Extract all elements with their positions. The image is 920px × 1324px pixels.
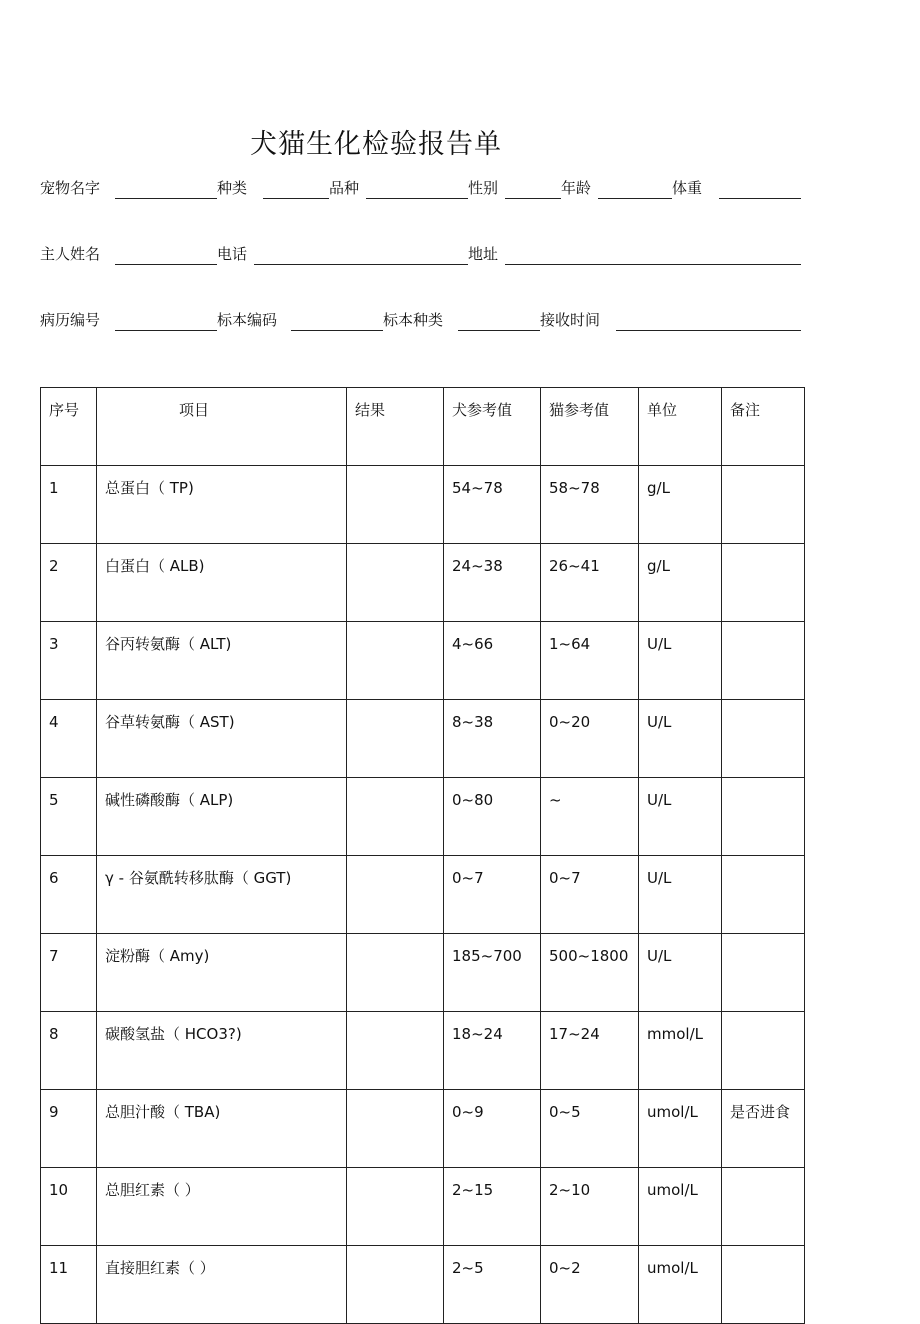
weight-field[interactable] — [719, 198, 801, 199]
row-result[interactable] — [347, 1246, 444, 1324]
species-field[interactable] — [263, 198, 329, 199]
row-cat-reference: ~ — [541, 778, 639, 856]
species-label: 种类 — [217, 179, 248, 197]
header-remark: 备注 — [722, 388, 805, 466]
row-item: 谷丙转氨酶（ ALT) — [97, 622, 347, 700]
row-remark[interactable] — [722, 1168, 805, 1246]
row-unit: umol/L — [639, 1168, 722, 1246]
header-result: 结果 — [347, 388, 444, 466]
row-remark[interactable] — [722, 700, 805, 778]
row-index: 9 — [41, 1090, 97, 1168]
row-dog-reference: 2~15 — [444, 1168, 541, 1246]
row-item: γ - 谷氨酰转移肽酶（ GGT) — [97, 856, 347, 934]
table-row — [41, 544, 805, 622]
row-index: 4 — [41, 700, 97, 778]
row-remark[interactable]: 是否进食 — [722, 1090, 805, 1168]
sample-code-label: 标本编码 — [217, 311, 278, 329]
row-result[interactable] — [347, 466, 444, 544]
sample-code-field[interactable] — [291, 330, 383, 331]
owner-name-field[interactable] — [115, 264, 217, 265]
row-cat-reference: 17~24 — [541, 1012, 639, 1090]
row-remark[interactable] — [722, 466, 805, 544]
row-cat-reference: 0~20 — [541, 700, 639, 778]
pet-name-field[interactable] — [115, 198, 217, 199]
row-result[interactable] — [347, 544, 444, 622]
row-unit: U/L — [639, 856, 722, 934]
row-result[interactable] — [347, 934, 444, 1012]
table-row — [41, 856, 805, 934]
row-item: 直接胆红素（ ） — [97, 1246, 347, 1324]
row-unit: g/L — [639, 466, 722, 544]
row-result[interactable] — [347, 622, 444, 700]
row-unit: umol/L — [639, 1090, 722, 1168]
row-dog-reference: 2~5 — [444, 1246, 541, 1324]
header-index: 序号 — [41, 388, 97, 466]
record-number-label: 病历编号 — [40, 311, 101, 329]
row-index: 3 — [41, 622, 97, 700]
row-remark[interactable] — [722, 1246, 805, 1324]
row-index: 7 — [41, 934, 97, 1012]
table-row — [41, 1090, 805, 1168]
age-label: 年龄 — [561, 179, 592, 197]
row-unit: U/L — [639, 622, 722, 700]
row-dog-reference: 4~66 — [444, 622, 541, 700]
age-field[interactable] — [598, 198, 672, 199]
address-field[interactable] — [505, 264, 801, 265]
phone-label: 电话 — [217, 245, 248, 263]
row-cat-reference: 2~10 — [541, 1168, 639, 1246]
table-row — [41, 934, 805, 1012]
row-result[interactable] — [347, 778, 444, 856]
row-index: 6 — [41, 856, 97, 934]
row-result[interactable] — [347, 700, 444, 778]
row-item: 谷草转氨酶（ AST) — [97, 700, 347, 778]
pet-name-label: 宠物名字 — [40, 179, 101, 197]
row-index: 2 — [41, 544, 97, 622]
header-item: 项目 — [97, 388, 347, 466]
row-unit: U/L — [639, 778, 722, 856]
row-item: 总胆汁酸（ TBA) — [97, 1090, 347, 1168]
row-cat-reference: 0~7 — [541, 856, 639, 934]
row-item: 淀粉酶（ Amy) — [97, 934, 347, 1012]
row-item: 碱性磷酸酶（ ALP) — [97, 778, 347, 856]
table-row — [41, 466, 805, 544]
table-row — [41, 1168, 805, 1246]
row-cat-reference: 1~64 — [541, 622, 639, 700]
row-index: 11 — [41, 1246, 97, 1324]
results-table — [40, 387, 805, 1324]
row-dog-reference: 24~38 — [444, 544, 541, 622]
row-remark[interactable] — [722, 856, 805, 934]
row-dog-reference: 54~78 — [444, 466, 541, 544]
row-remark[interactable] — [722, 1012, 805, 1090]
breed-field[interactable] — [366, 198, 468, 199]
breed-label: 品种 — [329, 179, 360, 197]
row-index: 10 — [41, 1168, 97, 1246]
address-label: 地址 — [468, 245, 499, 263]
sex-label: 性别 — [468, 179, 499, 197]
row-result[interactable] — [347, 856, 444, 934]
weight-label: 体重 — [672, 179, 703, 197]
row-remark[interactable] — [722, 622, 805, 700]
row-remark[interactable] — [722, 544, 805, 622]
row-dog-reference: 18~24 — [444, 1012, 541, 1090]
row-cat-reference: 500~1800 — [541, 934, 639, 1012]
receive-time-field[interactable] — [616, 330, 801, 331]
sample-type-field[interactable] — [458, 330, 540, 331]
header-unit: 单位 — [639, 388, 722, 466]
table-header-row — [41, 388, 805, 466]
row-result[interactable] — [347, 1090, 444, 1168]
row-remark[interactable] — [722, 778, 805, 856]
owner-name-label: 主人姓名 — [40, 245, 101, 263]
row-dog-reference: 0~9 — [444, 1090, 541, 1168]
row-unit: U/L — [639, 700, 722, 778]
record-number-field[interactable] — [115, 330, 217, 331]
row-dog-reference: 0~80 — [444, 778, 541, 856]
row-item: 总蛋白（ TP) — [97, 466, 347, 544]
row-result[interactable] — [347, 1168, 444, 1246]
sex-field[interactable] — [505, 198, 561, 199]
row-remark[interactable] — [722, 934, 805, 1012]
table-row — [41, 700, 805, 778]
row-dog-reference: 8~38 — [444, 700, 541, 778]
row-unit: g/L — [639, 544, 722, 622]
row-cat-reference: 26~41 — [541, 544, 639, 622]
report-title: 犬猫生化检验报告单 — [250, 129, 502, 160]
row-result[interactable] — [347, 1012, 444, 1090]
row-cat-reference: 0~2 — [541, 1246, 639, 1324]
table-row — [41, 1246, 805, 1324]
row-index: 8 — [41, 1012, 97, 1090]
row-item: 碳酸氢盐（ HCO3?) — [97, 1012, 347, 1090]
header-cat-reference: 猫参考值 — [541, 388, 639, 466]
table-row — [41, 622, 805, 700]
receive-time-label: 接收时间 — [540, 311, 601, 329]
row-index: 1 — [41, 466, 97, 544]
row-cat-reference: 0~5 — [541, 1090, 639, 1168]
phone-field[interactable] — [254, 264, 468, 265]
row-unit: mmol/L — [639, 1012, 722, 1090]
row-unit: umol/L — [639, 1246, 722, 1324]
header-dog-reference: 犬参考值 — [444, 388, 541, 466]
row-cat-reference: 58~78 — [541, 466, 639, 544]
table-row — [41, 778, 805, 856]
row-index: 5 — [41, 778, 97, 856]
row-item: 总胆红素（ ） — [97, 1168, 347, 1246]
row-item: 白蛋白（ ALB) — [97, 544, 347, 622]
row-dog-reference: 0~7 — [444, 856, 541, 934]
table-row — [41, 1012, 805, 1090]
sample-type-label: 标本种类 — [383, 311, 444, 329]
row-unit: U/L — [639, 934, 722, 1012]
row-dog-reference: 185~700 — [444, 934, 541, 1012]
